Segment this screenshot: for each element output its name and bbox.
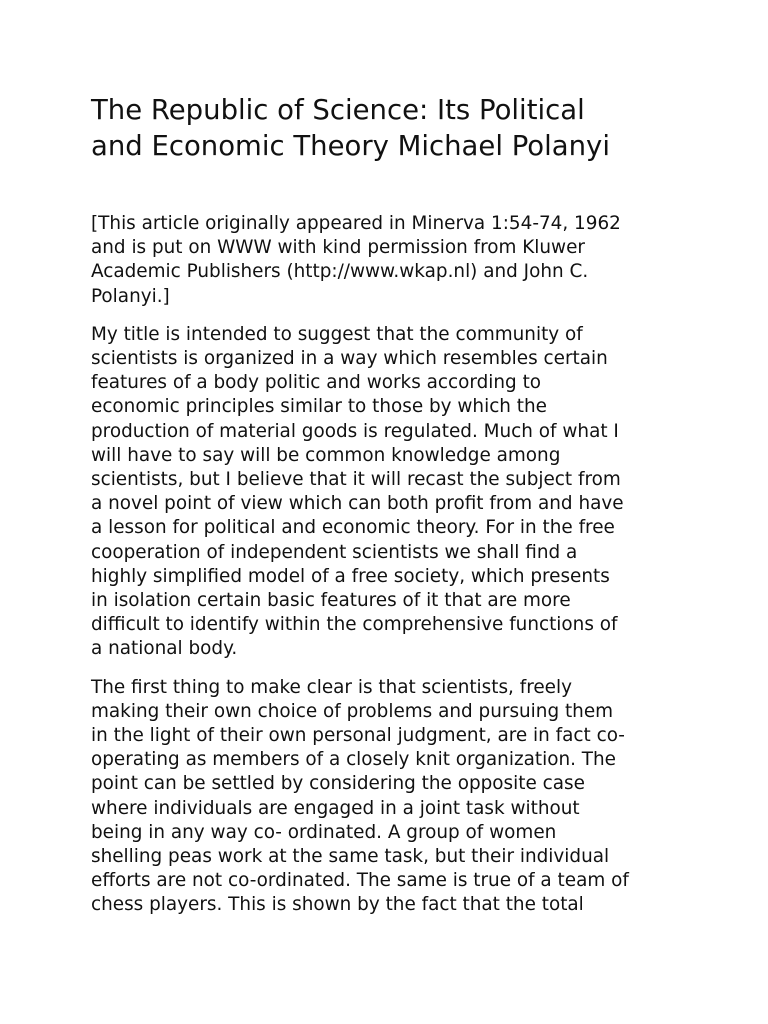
title-line: The Republic of Science: Its Political — [91, 94, 585, 126]
text-line: My title is intended to suggest that the community of — [91, 323, 583, 345]
text-line: Polanyi.] — [91, 285, 170, 307]
text-line: a novel point of view which can both profit from and have — [91, 493, 624, 515]
text-line: where individuals are engaged in a joint task without — [91, 797, 580, 819]
text-line: cooperation of independent scientists we shall find a — [91, 541, 578, 563]
citation-paragraph — [91, 212, 691, 309]
text-line: point can be settled by considering the opposite case — [91, 773, 585, 795]
text-line: scientists, but I believe that it will recast the subject from — [91, 469, 621, 491]
text-line: chess players. This is shown by the fact that the total — [91, 894, 584, 916]
text-line: production of material goods is regulated. Much of what I — [91, 420, 619, 442]
text-line: features of a body politic and works according to — [91, 372, 542, 394]
text-line: making their own choice of problems and pursuing them — [91, 700, 614, 722]
text-line: shelling peas work at the same task, but their individual — [91, 846, 610, 868]
text-line: being in any way co- ordinated. A group of women — [91, 821, 557, 843]
text-line: a national body. — [91, 638, 238, 660]
text-line: economic principles similar to those by which the — [91, 396, 547, 418]
text-line: difficult to identify within the comprehensive functions of — [91, 614, 618, 636]
text-line: [This article originally appeared in Minerva 1:54-74, 1962 — [91, 213, 621, 234]
text-line: and is put on WWW with kind permission from Kluwer — [91, 237, 585, 259]
document-page — [91, 92, 691, 932]
text-line: in isolation certain basic features of it that are more — [91, 590, 571, 612]
text-line: in the light of their own personal judgment, are in fact co- — [91, 725, 625, 747]
text-line: Academic Publishers (http://www.wkap.nl) and John C. — [91, 261, 589, 283]
text-line: highly simplified model of a free society, which presents — [91, 565, 610, 587]
text-line: scientists is organized in a way which resembles certain — [91, 348, 608, 370]
text-line: The first thing to make clear is that scientists, freely — [91, 676, 572, 698]
article-body — [91, 212, 691, 918]
text-line: efforts are not co-ordinated. The same is true of a team of — [91, 870, 629, 892]
text-line: operating as members of a closely knit organization. The — [91, 749, 616, 771]
title-line: and Economic Theory Michael Polanyi — [91, 130, 610, 162]
text-line: will have to say will be common knowledge among — [91, 444, 561, 466]
body-paragraph — [91, 323, 691, 662]
document-title — [91, 92, 691, 164]
text-line: a lesson for political and economic theory. For in the free — [91, 517, 615, 539]
body-paragraph — [91, 676, 691, 918]
